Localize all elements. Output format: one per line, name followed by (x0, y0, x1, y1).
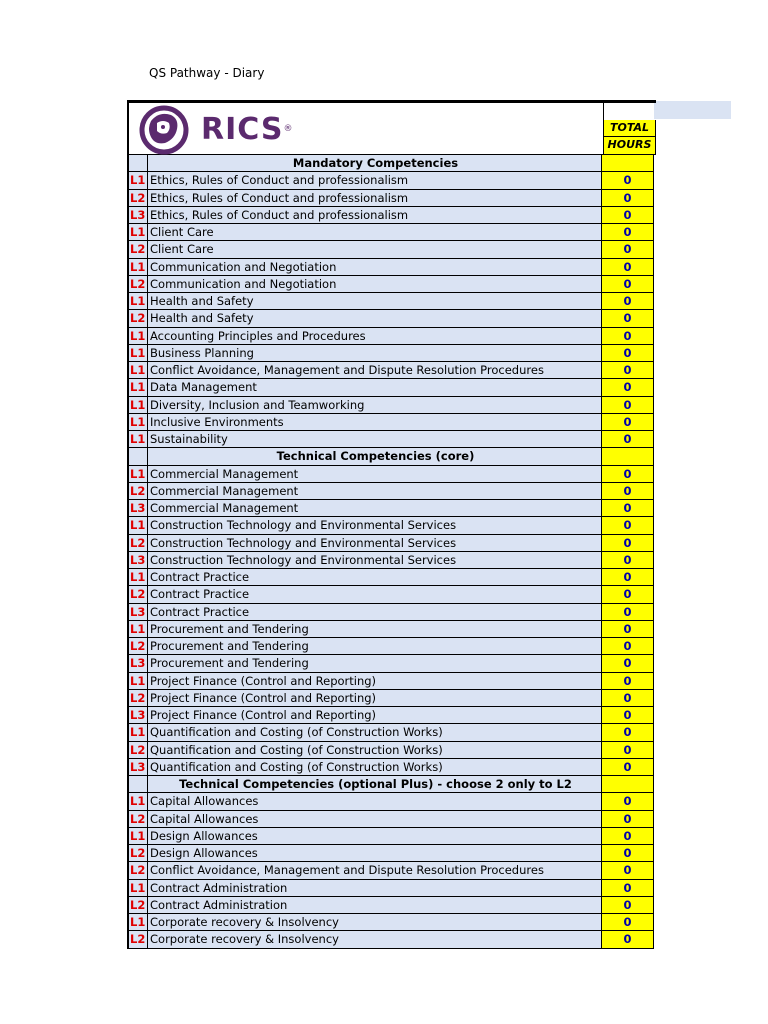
rics-lion-icon (133, 103, 195, 155)
level-cell[interactable]: L1 (129, 328, 148, 345)
level-cell[interactable]: L1 (129, 379, 148, 396)
rics-logo (133, 103, 292, 155)
hours-cell[interactable]: 0 (602, 552, 654, 569)
table-row (129, 500, 656, 517)
competency-name-cell[interactable]: Project Finance (Control and Reporting) (148, 690, 602, 707)
table-row (129, 276, 656, 293)
table-row (129, 293, 656, 310)
logo-text: RICS (201, 111, 284, 147)
level-cell[interactable]: L1 (129, 259, 148, 276)
hours-cell[interactable]: 0 (602, 241, 654, 258)
hours-cell[interactable]: 0 (602, 828, 654, 845)
level-cell[interactable] (129, 776, 148, 793)
table-row (129, 931, 656, 948)
competency-name-cell[interactable]: Health and Safety (148, 310, 602, 327)
section-header-row (129, 776, 656, 793)
level-cell[interactable]: L3 (129, 604, 148, 621)
competency-name-cell[interactable]: Contract Practice (148, 569, 602, 586)
competency-name-cell[interactable]: Inclusive Environments (148, 414, 602, 431)
table-row (129, 638, 656, 655)
hours-cell[interactable]: 0 (602, 259, 654, 276)
table-row (129, 379, 656, 396)
hours-cell[interactable]: 0 (602, 604, 654, 621)
competency-name-cell[interactable]: Contract Practice (148, 604, 602, 621)
competency-name-cell[interactable]: Contract Practice (148, 586, 602, 603)
table-row (129, 862, 656, 879)
competency-name-cell[interactable]: Project Finance (Control and Reporting) (148, 673, 602, 690)
hours-cell[interactable]: 0 (602, 379, 654, 396)
level-cell[interactable]: L2 (129, 535, 148, 552)
table-row (129, 621, 656, 638)
hours-cell[interactable]: 0 (602, 742, 654, 759)
table-row (129, 414, 656, 431)
table-row (129, 535, 656, 552)
competency-name-cell[interactable]: Communication and Negotiation (148, 276, 602, 293)
table-row (129, 397, 656, 414)
hours-cell[interactable]: 0 (602, 845, 654, 862)
hours-cell[interactable]: 0 (602, 431, 654, 448)
competency-table-body (129, 155, 656, 949)
hours-cell[interactable] (602, 776, 654, 793)
level-cell[interactable]: L1 (129, 569, 148, 586)
level-cell[interactable]: L2 (129, 190, 148, 207)
table-row (129, 586, 656, 603)
table-row (129, 190, 656, 207)
table-row (129, 483, 656, 500)
level-cell[interactable]: L3 (129, 207, 148, 224)
competency-name-cell[interactable]: Quantification and Costing (of Construction Works) (148, 724, 602, 741)
competency-name-cell[interactable]: Client Care (148, 224, 602, 241)
level-cell[interactable]: L1 (129, 293, 148, 310)
hours-cell[interactable]: 0 (602, 345, 654, 362)
level-cell[interactable]: L1 (129, 793, 148, 810)
level-cell[interactable]: L3 (129, 500, 148, 517)
table-row (129, 742, 656, 759)
level-cell[interactable]: L2 (129, 862, 148, 879)
level-cell[interactable]: L2 (129, 310, 148, 327)
hours-cell[interactable]: 0 (602, 673, 654, 690)
level-cell[interactable]: L2 (129, 586, 148, 603)
section-title-cell[interactable]: Technical Competencies (core) (148, 448, 602, 465)
hours-cell[interactable]: 0 (602, 793, 654, 810)
level-cell[interactable]: L2 (129, 811, 148, 828)
hours-cell[interactable]: 0 (602, 897, 654, 914)
competency-name-cell[interactable]: Procurement and Tendering (148, 655, 602, 672)
level-cell[interactable]: L1 (129, 172, 148, 189)
table-row (129, 604, 656, 621)
level-cell[interactable]: L1 (129, 414, 148, 431)
hours-cell[interactable]: 0 (602, 172, 654, 189)
competency-name-cell[interactable]: Procurement and Tendering (148, 621, 602, 638)
hours-cell[interactable]: 0 (602, 293, 654, 310)
hours-cell[interactable]: 0 (602, 931, 654, 948)
level-cell[interactable]: L2 (129, 276, 148, 293)
level-cell[interactable]: L1 (129, 914, 148, 931)
table-row (129, 569, 656, 586)
level-cell[interactable]: L2 (129, 742, 148, 759)
table-row (129, 517, 656, 534)
competency-name-cell[interactable]: Commercial Management (148, 466, 602, 483)
level-cell[interactable]: L2 (129, 638, 148, 655)
hours-cell[interactable]: 0 (602, 811, 654, 828)
section-header-row (129, 448, 656, 465)
hours-cell[interactable]: 0 (602, 862, 654, 879)
competency-name-cell[interactable]: Corporate recovery & Insolvency (148, 931, 602, 948)
header-band (654, 101, 731, 119)
level-cell[interactable]: L1 (129, 431, 148, 448)
hours-cell[interactable]: 0 (602, 466, 654, 483)
competency-name-cell[interactable]: Client Care (148, 241, 602, 258)
competency-name-cell[interactable]: Business Planning (148, 345, 602, 362)
table-row (129, 362, 656, 379)
hours-cell[interactable]: 0 (602, 310, 654, 327)
competency-name-cell[interactable]: Project Finance (Control and Reporting) (148, 707, 602, 724)
table-row (129, 552, 656, 569)
total-header-cell[interactable]: TOTAL (604, 120, 656, 137)
table-row (129, 690, 656, 707)
competency-name-cell[interactable]: Procurement and Tendering (148, 638, 602, 655)
hours-cell[interactable]: 0 (602, 276, 654, 293)
level-cell[interactable]: L2 (129, 931, 148, 948)
table-row (129, 241, 656, 258)
hours-cell[interactable]: 0 (602, 586, 654, 603)
level-cell[interactable]: L1 (129, 345, 148, 362)
competency-name-cell[interactable]: Communication and Negotiation (148, 259, 602, 276)
table-row (129, 914, 656, 931)
level-cell[interactable]: L1 (129, 397, 148, 414)
table-row (129, 811, 656, 828)
level-cell[interactable]: L2 (129, 241, 148, 258)
table-row (129, 466, 656, 483)
competency-name-cell[interactable]: Construction Technology and Environmental Services (148, 552, 602, 569)
level-cell[interactable]: L1 (129, 224, 148, 241)
level-cell[interactable]: L1 (129, 724, 148, 741)
hours-cell[interactable]: 0 (602, 535, 654, 552)
table-row (129, 897, 656, 914)
competency-name-cell[interactable]: Design Allowances (148, 828, 602, 845)
table-row (129, 759, 656, 776)
table-row (129, 207, 656, 224)
hours-cell[interactable]: 0 (602, 500, 654, 517)
hours-cell[interactable]: 0 (602, 362, 654, 379)
competency-name-cell[interactable]: Diversity, Inclusion and Teamworking (148, 397, 602, 414)
hours-cell[interactable]: 0 (602, 759, 654, 776)
hours-cell[interactable]: 0 (602, 414, 654, 431)
competency-name-cell[interactable]: Contract Administration (148, 897, 602, 914)
hours-header-cell[interactable]: HOURS (604, 137, 656, 155)
competency-name-cell[interactable]: Ethics, Rules of Conduct and professionalism (148, 207, 602, 224)
competency-name-cell[interactable]: Accounting Principles and Procedures (148, 328, 602, 345)
table-row (129, 655, 656, 672)
level-cell[interactable]: L2 (129, 690, 148, 707)
table-row (129, 224, 656, 241)
competency-name-cell[interactable]: Conflict Avoidance, Management and Dispute Resolution Procedures (148, 362, 602, 379)
table-row (129, 673, 656, 690)
level-cell[interactable]: L1 (129, 621, 148, 638)
table-row (129, 310, 656, 327)
level-cell[interactable]: L2 (129, 483, 148, 500)
level-cell[interactable]: L1 (129, 517, 148, 534)
competency-name-cell[interactable]: Ethics, Rules of Conduct and professionalism (148, 190, 602, 207)
hours-cell[interactable]: 0 (602, 621, 654, 638)
competency-name-cell[interactable]: Corporate recovery & Insolvency (148, 914, 602, 931)
hours-cell[interactable]: 0 (602, 690, 654, 707)
competency-name-cell[interactable]: Contract Administration (148, 880, 602, 897)
level-cell[interactable]: L1 (129, 362, 148, 379)
table-row (129, 793, 656, 810)
level-cell[interactable]: L3 (129, 707, 148, 724)
level-cell[interactable] (129, 448, 148, 465)
hours-cell[interactable]: 0 (602, 328, 654, 345)
hours-cell[interactable]: 0 (602, 483, 654, 500)
logo-cell[interactable] (129, 103, 604, 155)
competency-name-cell[interactable]: Construction Technology and Environmental Services (148, 535, 602, 552)
table-row (129, 880, 656, 897)
hours-cell[interactable]: 0 (602, 707, 654, 724)
table-row (129, 172, 656, 189)
table-row (129, 828, 656, 845)
table-row (129, 259, 656, 276)
competency-name-cell[interactable]: Capital Allowances (148, 793, 602, 810)
competency-name-cell[interactable]: Health and Safety (148, 293, 602, 310)
level-cell[interactable]: L1 (129, 466, 148, 483)
hours-cell[interactable]: 0 (602, 569, 654, 586)
competency-name-cell[interactable]: Construction Technology and Environmental Services (148, 517, 602, 534)
hours-cell[interactable]: 0 (602, 638, 654, 655)
level-cell[interactable]: L2 (129, 845, 148, 862)
hours-cell[interactable]: 0 (602, 397, 654, 414)
competency-name-cell[interactable]: Conflict Avoidance, Management and Dispute Resolution Procedures (148, 862, 602, 879)
competency-name-cell[interactable]: Sustainability (148, 431, 602, 448)
competency-name-cell[interactable]: Quantification and Costing (of Construction Works) (148, 759, 602, 776)
hours-cell[interactable]: 0 (602, 207, 654, 224)
table-row (129, 724, 656, 741)
competency-name-cell[interactable]: Capital Allowances (148, 811, 602, 828)
table-row (129, 345, 656, 362)
level-cell[interactable]: L2 (129, 897, 148, 914)
logo-registered-mark: ® (283, 124, 293, 134)
competency-name-cell[interactable]: Quantification and Costing (of Construction Works) (148, 742, 602, 759)
competency-name-cell[interactable]: Commercial Management (148, 500, 602, 517)
competency-name-cell[interactable]: Design Allowances (148, 845, 602, 862)
competency-sheet (127, 100, 656, 949)
hours-cell[interactable]: 0 (602, 517, 654, 534)
section-title-cell[interactable]: Technical Competencies (optional Plus) - choose 2 only to L2 (148, 776, 602, 793)
section-title-cell[interactable]: Mandatory Competencies (148, 155, 602, 172)
table-row (129, 431, 656, 448)
level-cell[interactable] (129, 155, 148, 172)
level-cell[interactable]: L1 (129, 673, 148, 690)
level-cell[interactable]: L1 (129, 828, 148, 845)
level-cell[interactable]: L3 (129, 552, 148, 569)
hours-cell[interactable]: 0 (602, 190, 654, 207)
hours-cell[interactable]: 0 (602, 224, 654, 241)
section-header-row (129, 155, 656, 172)
table-row (129, 707, 656, 724)
hours-cell[interactable]: 0 (602, 914, 654, 931)
hours-cell[interactable] (602, 448, 654, 465)
page-title: QS Pathway - Diary (149, 66, 265, 80)
competency-name-cell[interactable]: Data Management (148, 379, 602, 396)
logo-row (129, 103, 656, 155)
table-row (129, 845, 656, 862)
hours-cell[interactable]: 0 (602, 655, 654, 672)
level-cell[interactable]: L3 (129, 655, 148, 672)
hours-cell[interactable]: 0 (602, 724, 654, 741)
hours-cell[interactable] (602, 155, 654, 172)
competency-name-cell[interactable]: Commercial Management (148, 483, 602, 500)
competency-name-cell[interactable]: Ethics, Rules of Conduct and professionalism (148, 172, 602, 189)
table-row (129, 328, 656, 345)
hours-cell[interactable]: 0 (602, 880, 654, 897)
level-cell[interactable]: L1 (129, 880, 148, 897)
level-cell[interactable]: L3 (129, 759, 148, 776)
